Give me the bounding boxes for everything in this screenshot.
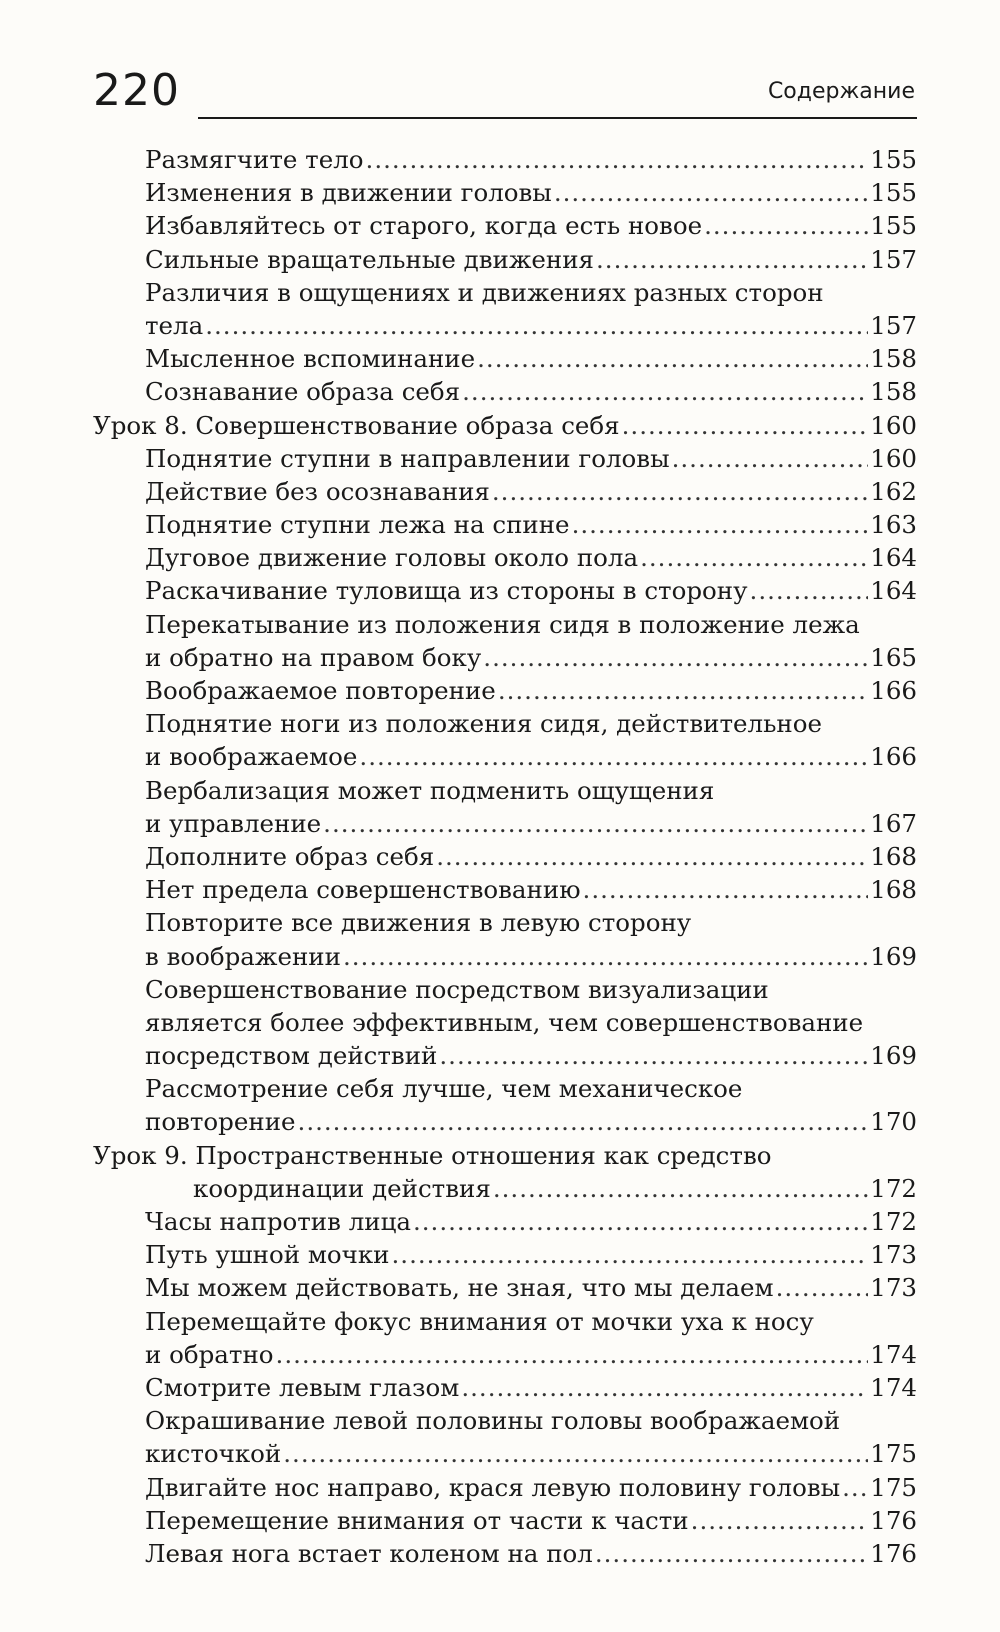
toc-entry-title: Часы напротив лица <box>145 1207 411 1236</box>
toc-entry-title: и обратно на правом боку <box>145 642 482 672</box>
toc-page-number: 155 <box>870 178 917 208</box>
toc-entry-title: Поднятие ступни в направлении головы <box>145 443 670 473</box>
toc-entry-title: повторение <box>145 1107 296 1137</box>
dot-leader <box>205 309 868 342</box>
dot-leader <box>704 209 868 242</box>
toc-entry-line <box>145 641 917 674</box>
toc-entry-title: Урок 8. Совершенствование образа себя <box>93 410 620 440</box>
toc-entry-title: Размягчите тело <box>145 145 364 174</box>
toc-entry-title: Вербализация может подменить ощущения <box>145 775 715 805</box>
toc-entry-line <box>145 973 917 1006</box>
toc-page-number: 168 <box>870 841 917 871</box>
toc-entry-line <box>145 243 917 276</box>
dot-leader <box>413 1205 868 1238</box>
dot-leader <box>462 375 868 408</box>
toc-entry <box>145 243 917 276</box>
toc-page-number: 157 <box>870 244 917 274</box>
toc-entry-line <box>145 1504 917 1537</box>
toc-entry <box>145 276 917 342</box>
toc-entry-title: Перемещение внимания от части к части <box>145 1505 689 1535</box>
toc-entry-line <box>145 309 917 342</box>
toc-entry-line <box>145 1006 917 1039</box>
dot-leader <box>595 1537 868 1570</box>
toc-entry-title: Сознавание образа себя <box>145 377 461 407</box>
toc-entry-line <box>145 541 917 574</box>
toc-entry <box>145 774 917 840</box>
toc-entry-title: Избавляйтесь от старого, когда есть новое <box>145 211 703 241</box>
toc-entry-title: и управление <box>145 808 322 838</box>
toc-entry-title: Урок 9. Пространственные отношения как средство <box>93 1140 772 1170</box>
toc-entry <box>145 541 917 574</box>
toc-entry-line <box>145 574 917 607</box>
toc-page-number: 163 <box>870 510 917 540</box>
toc-entry-title: Нет предела совершенствованию <box>145 875 581 905</box>
toc-page-number: 173 <box>870 1240 917 1270</box>
toc-entry-title: Рассмотрение себя лучше, чем механическое <box>145 1074 743 1104</box>
toc-entry-title: Совершенствование посредством визуализации <box>145 974 769 1004</box>
toc-entry-title: Повторите все движения в левую сторону <box>145 908 692 938</box>
table-of-contents <box>0 143 1000 1570</box>
toc-entry-title: является более эффективным, чем совершенствование <box>145 1007 864 1037</box>
toc-page-number: 176 <box>870 1505 917 1535</box>
page-number: 220 <box>93 65 180 116</box>
toc-entry <box>145 840 917 873</box>
toc-entry-title: Дополните образ себя <box>145 841 435 871</box>
toc-page-number: 172 <box>870 1173 917 1203</box>
dot-leader <box>343 940 868 973</box>
toc-entry-title: и воображаемое <box>145 742 358 772</box>
toc-entry-line <box>145 1404 917 1437</box>
dot-leader <box>359 740 868 773</box>
toc-page-number: 155 <box>870 211 917 241</box>
dot-leader <box>554 176 868 209</box>
toc-entry-title: Левая нога встает коленом на пол <box>145 1538 593 1568</box>
toc-entry-line <box>145 840 917 873</box>
toc-entry-line <box>145 740 917 773</box>
toc-entry-line <box>145 375 917 408</box>
dot-leader <box>283 1437 868 1470</box>
toc-entry-title: и обратно <box>145 1339 274 1369</box>
toc-entry-title: Перемещайте фокус внимания от мочки уха к носу <box>145 1306 814 1336</box>
toc-entry <box>145 1271 917 1304</box>
dot-leader <box>366 143 869 176</box>
dot-leader <box>492 475 868 508</box>
header-rule <box>198 117 917 119</box>
toc-entry <box>145 1371 917 1404</box>
toc-page-number: 158 <box>870 377 917 407</box>
toc-page-number: 175 <box>870 1472 917 1502</box>
toc-entry-line <box>145 1338 917 1371</box>
toc-page-number: 155 <box>870 145 917 174</box>
toc-entry <box>145 674 917 707</box>
toc-entry-line <box>145 1238 917 1271</box>
toc-entry-title: Действие без осознавания <box>145 476 490 506</box>
toc-entry-line <box>145 807 917 840</box>
toc-entry-line <box>145 176 917 209</box>
toc-entry-title: Дуговое движение головы около пола <box>145 543 639 573</box>
toc-page-number: 160 <box>870 410 917 440</box>
toc-entry <box>145 574 917 607</box>
toc-entry-title: Сильные вращательные движения <box>145 244 594 274</box>
dot-leader <box>583 873 869 906</box>
dot-leader <box>298 1105 869 1138</box>
toc-entry-line <box>145 442 917 475</box>
toc-entry <box>145 209 917 242</box>
toc-entry-title: Поднятие ноги из положения сидя, действительное <box>145 709 823 739</box>
toc-entry <box>145 442 917 475</box>
toc-entry-line <box>145 143 917 176</box>
dot-leader <box>461 1371 868 1404</box>
toc-page-number: 170 <box>870 1107 917 1137</box>
running-header-title: Содержание <box>767 79 915 104</box>
toc-entry-line <box>145 1537 917 1570</box>
toc-entry-line <box>145 707 917 740</box>
dot-leader <box>498 674 868 707</box>
toc-entry-title: Смотрите левым глазом <box>145 1372 460 1402</box>
toc-entry-title: координации действия <box>193 1173 491 1203</box>
toc-entry-line <box>145 1471 917 1504</box>
toc-entry-line <box>93 1172 917 1205</box>
toc-page-number: 162 <box>870 476 917 506</box>
toc-entry-line <box>145 209 917 242</box>
toc-entry-line <box>145 1039 917 1072</box>
dot-leader <box>436 840 868 873</box>
toc-page-number: 157 <box>870 310 917 340</box>
toc-page-number: 164 <box>870 543 917 573</box>
toc-entry-line <box>145 906 917 939</box>
toc-entry-line <box>145 1305 917 1338</box>
dot-leader <box>276 1338 869 1371</box>
toc-page-number: 158 <box>870 344 917 374</box>
toc-entry-title: Мысленное вспоминание <box>145 344 476 374</box>
toc-page-number: 166 <box>870 742 917 772</box>
toc-entry-line <box>93 409 917 442</box>
dot-leader <box>640 541 868 574</box>
toc-entry <box>145 1205 917 1238</box>
dot-leader <box>572 508 869 541</box>
toc-entry-line <box>145 1271 917 1304</box>
dot-leader <box>750 574 869 607</box>
toc-entry-line <box>145 1205 917 1238</box>
toc-entry <box>145 1504 917 1537</box>
toc-entry <box>145 1404 917 1470</box>
toc-entry-title: тела <box>145 310 204 340</box>
toc-entry <box>145 375 917 408</box>
toc-entry-title: Мы можем действовать, не зная, что мы делаем <box>145 1273 774 1303</box>
toc-entry <box>145 707 917 773</box>
toc-entry-line <box>145 508 917 541</box>
toc-entry <box>145 1072 917 1138</box>
dot-leader <box>842 1471 868 1504</box>
toc-entry-line <box>145 1072 917 1105</box>
toc-entry <box>145 973 917 1073</box>
toc-page-number: 174 <box>870 1372 917 1402</box>
dot-leader <box>483 641 868 674</box>
toc-entry-line <box>145 1437 917 1470</box>
toc-entry-line <box>145 774 917 807</box>
toc-entry-title: кисточкой <box>145 1439 282 1469</box>
toc-entry-title: посредством действий <box>145 1041 438 1071</box>
toc-entry-line <box>145 1371 917 1404</box>
toc-entry <box>145 475 917 508</box>
toc-entry <box>145 1537 917 1570</box>
dot-leader <box>439 1039 868 1072</box>
toc-entry <box>145 906 917 972</box>
dot-leader <box>776 1271 869 1304</box>
toc-page-number: 165 <box>870 642 917 672</box>
toc-entry-title: Двигайте нос направо, крася левую половину головы <box>145 1472 841 1502</box>
dot-leader <box>672 442 869 475</box>
toc-entry <box>145 176 917 209</box>
toc-entry <box>145 608 917 674</box>
toc-entry-line <box>145 674 917 707</box>
toc-entry-line <box>93 1139 917 1172</box>
dot-leader <box>622 409 869 442</box>
toc-entry <box>145 143 917 176</box>
toc-page-number: 169 <box>870 1041 917 1071</box>
toc-entry-line <box>145 608 917 641</box>
dot-leader <box>493 1172 868 1205</box>
toc-page-number: 172 <box>870 1207 917 1236</box>
toc-entry <box>145 508 917 541</box>
toc-entry-title: Изменения в движении головы <box>145 178 552 208</box>
toc-entry-line <box>145 1105 917 1138</box>
toc-entry <box>145 1471 917 1504</box>
toc-entry-line <box>145 475 917 508</box>
toc-entry-line <box>145 873 917 906</box>
toc-page-number: 175 <box>870 1439 917 1469</box>
toc-page-number: 167 <box>870 808 917 838</box>
toc-page-number: 176 <box>870 1538 917 1568</box>
dot-leader <box>392 1238 869 1271</box>
toc-entry-line <box>145 940 917 973</box>
toc-entry-line <box>145 342 917 375</box>
dot-leader <box>691 1504 869 1537</box>
toc-page-number: 160 <box>870 443 917 473</box>
dot-leader <box>596 243 868 276</box>
toc-entry-title: Различия в ощущениях и движениях разных сторон <box>145 277 824 307</box>
toc-entry-title: Поднятие ступни лежа на спине <box>145 510 570 540</box>
toc-entry-title: Путь ушной мочки <box>145 1240 390 1270</box>
toc-page-number: 164 <box>870 576 917 606</box>
dot-leader <box>477 342 868 375</box>
toc-entry-line <box>145 276 917 309</box>
toc-page-number: 168 <box>870 875 917 905</box>
toc-entry <box>145 1238 917 1271</box>
toc-entry-title: Воображаемое повторение <box>145 676 496 705</box>
toc-entry-title: Окрашивание левой половины головы воображаемой <box>145 1406 841 1436</box>
toc-entry-title: Раскачивание туловища из стороны в сторону <box>145 576 748 606</box>
toc-entry <box>145 1305 917 1371</box>
toc-lesson-entry <box>93 1139 917 1205</box>
dot-leader <box>323 807 868 840</box>
toc-page-number: 173 <box>870 1273 917 1303</box>
toc-page-number: 166 <box>870 676 917 705</box>
toc-page-number: 169 <box>870 941 917 971</box>
toc-entry-title: Перекатывание из положения сидя в положение лежа <box>145 609 860 639</box>
toc-entry <box>145 342 917 375</box>
toc-entry <box>145 873 917 906</box>
toc-page-number: 174 <box>870 1339 917 1369</box>
toc-entry-title: в воображении <box>145 941 341 971</box>
toc-lesson-entry <box>93 409 917 442</box>
